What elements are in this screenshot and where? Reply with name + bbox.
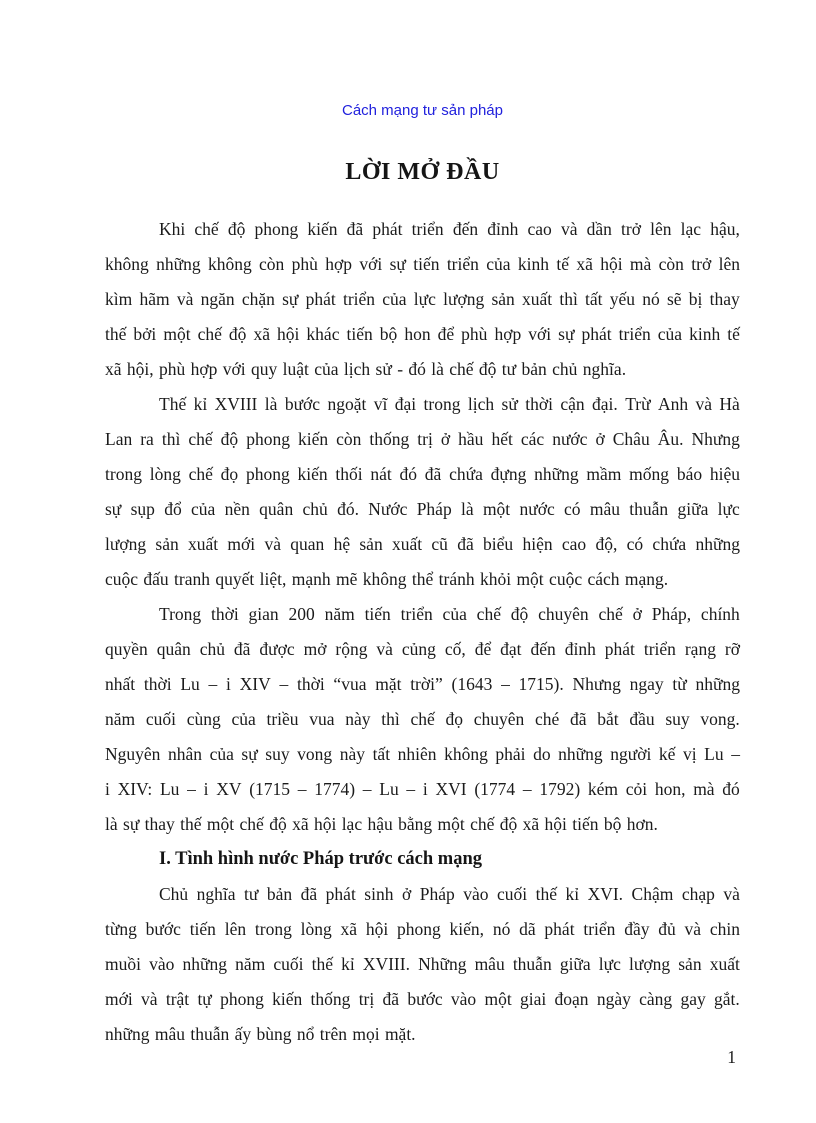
paragraph xyxy=(105,877,740,1052)
document-body xyxy=(105,212,740,1052)
text-line: mới và trật tự phong kiến thống trị đã bước vào một giai đoạn ngày càng gay gắt. xyxy=(105,989,740,1009)
page-number: 1 xyxy=(727,1047,736,1067)
section-heading: I. Tình hình nước Pháp trước cách mạng xyxy=(159,849,482,869)
paragraph xyxy=(105,597,740,842)
text-line: Lan ra thì chế độ phong kiến còn thống trị ở hầu hết các nước ở Châu Âu. Nhưng xyxy=(105,429,740,449)
text-line: lượng sản xuất mới và quan hệ sản xuất cũ đã biểu hiện cao độ, có chứa những xyxy=(105,534,740,554)
text-line: Khi chế độ phong kiến đã phát triển đến đỉnh cao và dần trở lên lạc hậu, xyxy=(159,219,740,239)
text-line: không những không còn phù hợp với sự tiến triển của kinh tế xã hội mà còn trở lên xyxy=(105,254,740,274)
text-line: xã hội, phù hợp với quy luật của lịch sử - đó là chế độ tư bản chủ nghĩa. xyxy=(105,359,627,379)
text-line: là sự thay thế một chế độ xã hội lạc hậu bằng một chế độ xã hội tiến bộ hơn. xyxy=(105,814,658,834)
text-line: nhất thời Lu – i XIV – thời “vua mặt trời” (1643 – 1715). Nhưng ngay từ những xyxy=(105,674,740,694)
text-line: Thế kỉ XVIII là bước ngoặt vĩ đại trong lịch sử thời cận đại. Trừ Anh và Hà xyxy=(159,394,740,414)
text-line: muồi vào những năm cuối thế kỉ XVIII. Những mâu thuẫn giữa lực lượng sản xuất xyxy=(105,954,740,974)
paragraph xyxy=(105,387,740,597)
text-line: năm cuối cùng của triều vua này thì chế đọ chuyên ché đã bắt đầu suy vong. xyxy=(105,709,740,729)
running-header: Cách mạng tư sản pháp xyxy=(342,102,503,119)
text-line: cuộc đấu tranh quyết liệt, mạnh mẽ không thể tránh khỏi một cuộc cách mạng. xyxy=(105,569,669,589)
text-line: quyền quân chủ đã được mở rộng và củng cố, để đạt đến đỉnh phát triển rạng rỡ xyxy=(105,639,740,659)
page-title: LỜI MỞ ĐẦU xyxy=(345,159,500,185)
text-line: Chủ nghĩa tư bản đã phát sinh ở Pháp vào cuối thế kỉ XVI. Chậm chạp và xyxy=(159,884,740,904)
paragraph xyxy=(105,212,740,387)
text-line: những mâu thuẫn ấy bùng nổ trên mọi mặt. xyxy=(105,1024,416,1044)
text-line: từng bước tiến lên trong lòng xã hội phong kiến, nó dã phát triển đầy đủ và chin xyxy=(105,919,740,939)
text-line: Trong thời gian 200 năm tiến triển của chế độ chuyên chế ở Pháp, chính xyxy=(159,604,740,624)
text-line: trong lòng chế đọ phong kiến thối nát đó đã chứa đựng những mầm mống báo hiệu xyxy=(105,464,740,484)
text-line: Nguyên nhân của sự suy vong này tất nhiên không phải do những người kế vị Lu – xyxy=(105,744,740,764)
text-line: i XIV: Lu – i XV (1715 – 1774) – Lu – i XVI (1774 – 1792) kém cỏi hon, mà đó xyxy=(105,779,740,799)
text-line: kìm hãm và ngăn chặn sự phát triển của lực lượng sản xuất thì tất yếu nó sẽ bị thay xyxy=(105,289,740,309)
text-line: thế bởi một chế độ xã hội khác tiến bộ hon để phù hợp với sự phát triển của kinh tế xyxy=(105,324,740,344)
text-line: sự sụp đổ của nền quân chủ đó. Nước Pháp là một nước có mâu thuẫn giữa lực xyxy=(105,499,740,519)
